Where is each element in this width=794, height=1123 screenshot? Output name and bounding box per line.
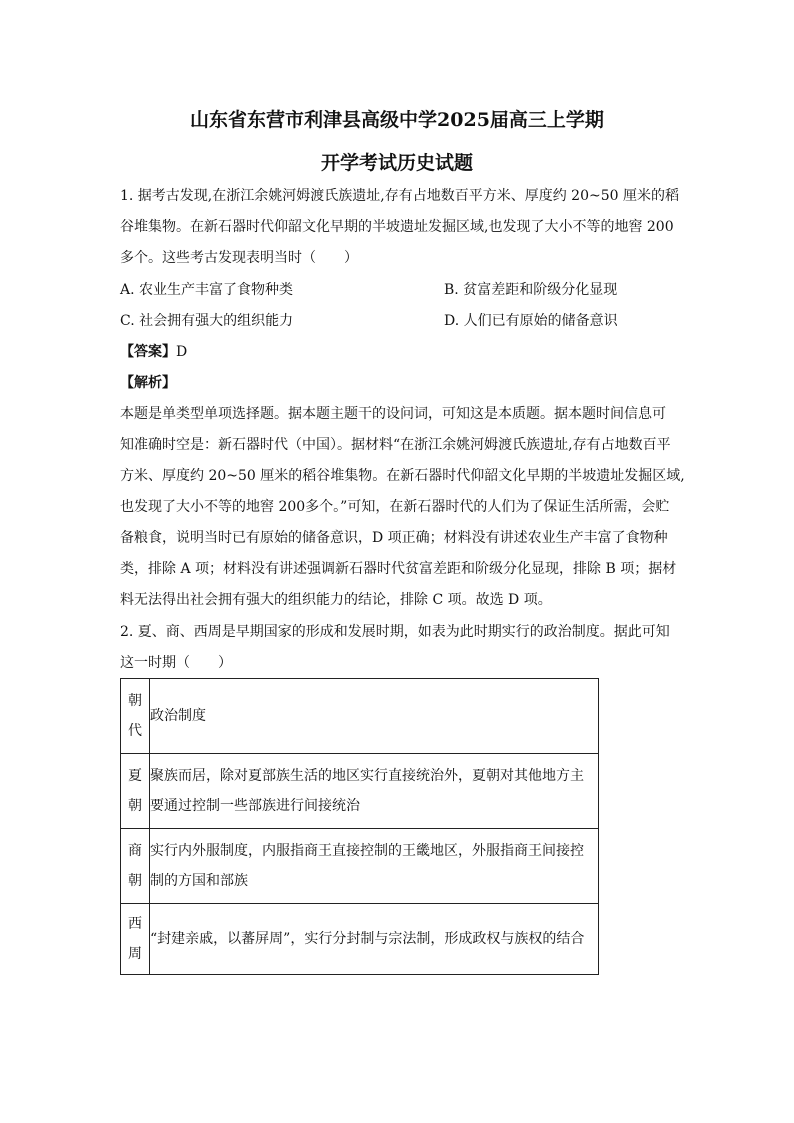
policy-line: “封建亲戚，以蕃屏周”，实行分封制与宗法制，形成政权与族权的结合 [150,931,585,947]
dynasty-char: 周 [128,946,142,962]
q1-analysis-line-2: 知准确时空是：新石器时代（中国）。据材料“在浙江余姚河姆渡氏族遗址,存有占地数百平 [120,437,671,453]
table-header-row [121,679,599,754]
q1-option-a: A. 农业生产丰富了食物种类 [120,282,294,298]
analysis-label: 【解析】 [120,375,176,391]
q1-stem-line-2: 谷堆集物。在新石器时代仰韶文化早期的半坡遗址发掘区域,也发现了大小不等的地窖 200 [120,219,674,235]
policy-line: 聚族而居，除对夏部族生活的地区实行直接统治外，夏朝对其他地方主 [150,768,584,784]
q1-analysis-line-6: 类，排除 A 项；材料没有讲述强调新石器时代贫富差距和阶级分化显现，排除 B 项；据材 [120,561,677,577]
exam-title-line-1: 山东省东营市利津县高级中学2025届高三上学期 [190,109,604,131]
q1-analysis-line-4: 也发现了大小不等的地窖 200多个。”可知，在新石器时代的人们为了保证生活所需，会贮 [120,499,670,515]
q1-answer [120,342,680,362]
dynasty-policy-table [120,678,599,975]
exam-title-line-2: 开学考试历史试题 [320,152,473,174]
answer-label: 【答案】 [120,344,176,360]
q2-stem-line-1: 2. 夏、商、西周是早期国家的形成和发展时期，如表为此时期实行的政治制度。据此可知 [120,624,670,640]
policy-line: 制的方国和部族 [150,873,248,889]
header-dynasty-cell [121,679,150,754]
table-row [121,754,599,829]
q1-option-d: D. 人们已有原始的储备意识 [444,313,618,329]
header-policy-cell: 政治制度 [150,679,599,754]
header-dynasty-char-1: 朝 [128,693,142,709]
q1-analysis-line-1: 本题是单类型单项选择题。据本题主题干的设问词，可知这是本质题。据本题时间信息可 [120,406,666,422]
header-dynasty-char-2: 代 [128,723,142,739]
table-row [121,904,599,975]
dynasty-cell-western-zhou [121,904,150,975]
q1-analysis-line-5: 备粮食，说明当时已有原始的储备意识，D 项正确；材料没有讲述农业生产丰富了食物种 [120,530,668,546]
dynasty-char: 夏 [128,768,142,784]
dynasty-cell-xia [121,754,150,829]
policy-cell-western-zhou [150,904,599,975]
policy-line: 实行内外服制度，内服指商王直接控制的王畿地区，外服指商王间接控 [150,843,584,859]
policy-cell-shang [150,829,599,904]
dynasty-char: 朝 [128,873,142,889]
q1-option-c: C. 社会拥有强大的组织能力 [120,313,294,329]
q1-analysis-line-3: 方米、厚度约 20~50 厘米的稻谷堆集物。在新石器时代仰韶文化早期的半坡遗址发掘区域, [120,468,685,484]
q1-analysis-line-7: 料无法得出社会拥有强大的组织能力的结论，排除 C 项。故选 D 项。 [120,592,552,608]
q1-option-b: B. 贫富差距和阶级分化显现 [444,282,618,298]
policy-line: 要通过控制一些部族进行间接统治 [150,798,360,814]
q1-analysis-label [120,373,680,393]
policy-cell-xia [150,754,599,829]
dynasty-char: 商 [128,843,142,859]
dynasty-char: 西 [128,916,142,932]
answer-value: D [176,344,188,360]
dynasty-cell-shang [121,829,150,904]
q2-stem-line-2: 这一时期（ ） [120,655,232,671]
q1-stem-line-3: 多个。这些考古发现表明当时（ ） [120,250,358,266]
q1-stem-line-1: 1. 据考古发现,在浙江余姚河姆渡氏族遗址,存有占地数百平方米、厚度约 20~50 厘米的稻 [120,188,679,204]
table-row [121,829,599,904]
dynasty-char: 朝 [128,798,142,814]
